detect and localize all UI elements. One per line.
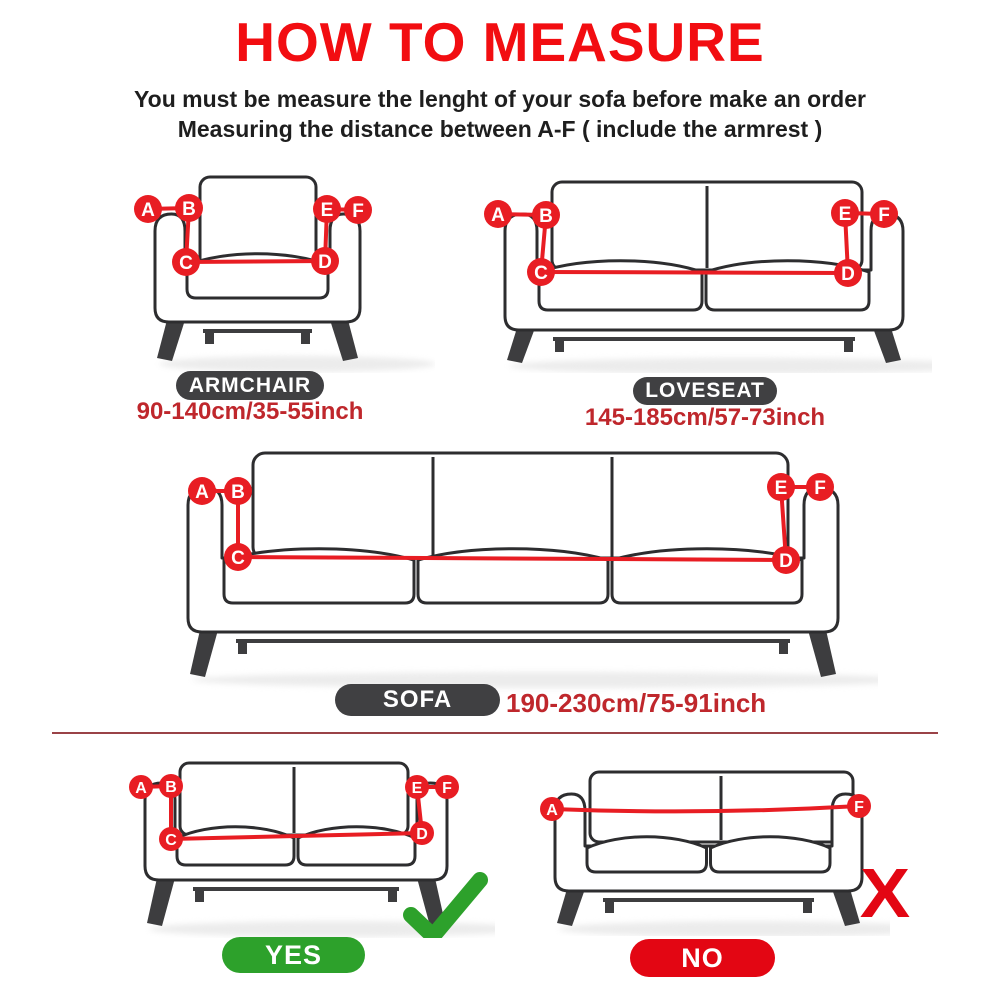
- sofa-leg: [507, 328, 535, 363]
- sofa-leg: [190, 630, 218, 677]
- correct-measure-illustration: [115, 750, 495, 938]
- measure-point-letter: A: [195, 481, 209, 503]
- measure-point-d: [772, 546, 800, 574]
- measure-point-a: [484, 200, 512, 228]
- armchair-label-pill: ARMCHAIR: [176, 371, 324, 400]
- sofa-leg: [803, 900, 812, 913]
- measure-point-c: [172, 248, 200, 276]
- measure-point-d: [410, 821, 434, 845]
- no-badge: NO: [630, 939, 775, 977]
- armchair-illustration: [105, 165, 435, 373]
- sofa-shadow: [509, 358, 932, 373]
- sofa-leg: [844, 339, 853, 352]
- measure-point-b: [224, 477, 252, 505]
- measure-line-cd: [541, 272, 848, 273]
- measure-point-letter: B: [539, 205, 553, 227]
- measure-point-e: [313, 195, 341, 223]
- measure-point-d: [311, 247, 339, 275]
- measure-point-letter: A: [491, 204, 505, 226]
- measure-point-a: [540, 797, 564, 821]
- sofa-leg: [147, 878, 175, 926]
- measure-point-letter: C: [179, 252, 193, 274]
- measure-point-letter: A: [141, 199, 155, 221]
- armchair-size-label: 90-140cm/35-55inch: [136, 398, 364, 425]
- measure-point-f: [344, 196, 372, 224]
- sofa-leg: [557, 889, 585, 926]
- sofa-leg: [388, 889, 397, 902]
- x-mark-icon: X: [859, 854, 911, 932]
- measure-point-letter: D: [318, 251, 332, 273]
- incorrect-measure-illustration: [530, 758, 890, 936]
- sofa-leg: [195, 889, 204, 902]
- correct-measure-diagram: [115, 750, 495, 943]
- sofa-diagram: [148, 446, 878, 703]
- loveseat-size-label: 145-185cm/57-73inch: [584, 404, 826, 431]
- sofa-leg: [301, 331, 310, 344]
- measure-point-f: [806, 473, 834, 501]
- measure-point-c: [527, 258, 555, 286]
- measure-point-letter: D: [841, 263, 855, 285]
- sofa-leg: [605, 900, 614, 913]
- section-divider: [52, 732, 938, 734]
- sofa-leg: [808, 630, 836, 677]
- measure-point-letter: F: [854, 798, 864, 816]
- measure-point-b: [175, 194, 203, 222]
- measure-point-letter: E: [838, 203, 852, 225]
- sofa-leg: [873, 328, 901, 363]
- armchair-diagram: [105, 165, 435, 378]
- measure-point-a: [134, 195, 162, 223]
- measure-point-b: [159, 774, 183, 798]
- measure-point-letter: C: [165, 831, 177, 849]
- measure-point-f: [847, 794, 871, 818]
- backrest: [253, 453, 788, 559]
- measure-point-letter: A: [546, 801, 558, 819]
- measure-point-e: [831, 199, 859, 227]
- measure-point-c: [159, 827, 183, 851]
- sofa-shadow: [192, 672, 878, 688]
- sofa-label-pill: SOFA: [335, 684, 500, 716]
- measure-point-f: [435, 775, 459, 799]
- loveseat-illustration: [472, 168, 932, 373]
- sofa-leg: [157, 320, 185, 361]
- measure-point-letter: E: [320, 199, 334, 221]
- sofa-shadow: [159, 356, 435, 372]
- measure-point-letter: E: [774, 477, 788, 499]
- measure-point-letter: B: [165, 778, 177, 796]
- measure-point-b: [532, 201, 560, 229]
- measure-point-letter: F: [878, 204, 890, 226]
- measure-point-d: [834, 259, 862, 287]
- sofa-leg: [205, 331, 214, 344]
- measure-point-letter: E: [411, 779, 423, 797]
- measure-point-letter: F: [814, 477, 826, 499]
- measure-line-cd: [186, 261, 325, 262]
- measure-point-letter: B: [182, 198, 196, 220]
- measure-point-e: [405, 775, 429, 799]
- measure-point-c: [224, 543, 252, 571]
- sofa-leg: [555, 339, 564, 352]
- sofa-leg: [238, 641, 247, 654]
- page-title: HOW TO MEASURE: [235, 11, 765, 73]
- sofa-illustration: [148, 446, 878, 698]
- subtitle-line-1: You must be measure the lenght of your sofa before make an order: [134, 86, 866, 112]
- incorrect-measure-diagram: [530, 758, 890, 941]
- seat-cushion: [711, 837, 831, 872]
- sofa-leg: [330, 320, 358, 361]
- measure-point-a: [188, 477, 216, 505]
- measure-point-letter: C: [534, 262, 548, 284]
- measure-point-letter: C: [231, 547, 245, 569]
- measure-point-letter: F: [442, 779, 452, 797]
- measure-point-e: [767, 473, 795, 501]
- measure-point-letter: B: [231, 481, 245, 503]
- sofa-shadow: [559, 921, 890, 936]
- seat-cushion: [539, 261, 702, 310]
- loveseat-label-pill: LOVESEAT: [633, 377, 777, 405]
- measure-point-letter: D: [416, 825, 428, 843]
- measure-point-letter: A: [135, 779, 147, 797]
- measure-point-f: [870, 200, 898, 228]
- loveseat-diagram: [472, 168, 932, 378]
- measure-point-a: [129, 775, 153, 799]
- yes-badge: YES: [222, 937, 365, 973]
- sofa-size-label: 190-230cm/75-91inch: [506, 688, 767, 718]
- measure-point-letter: F: [352, 200, 364, 222]
- sofa-leg: [779, 641, 788, 654]
- seat-cushion: [587, 837, 707, 872]
- seat-cushion: [177, 827, 294, 865]
- subtitle-line-2: Measuring the distance between A-F ( include the armrest ): [177, 116, 823, 142]
- subtitle: [0, 84, 1000, 144]
- measure-point-letter: D: [779, 550, 793, 572]
